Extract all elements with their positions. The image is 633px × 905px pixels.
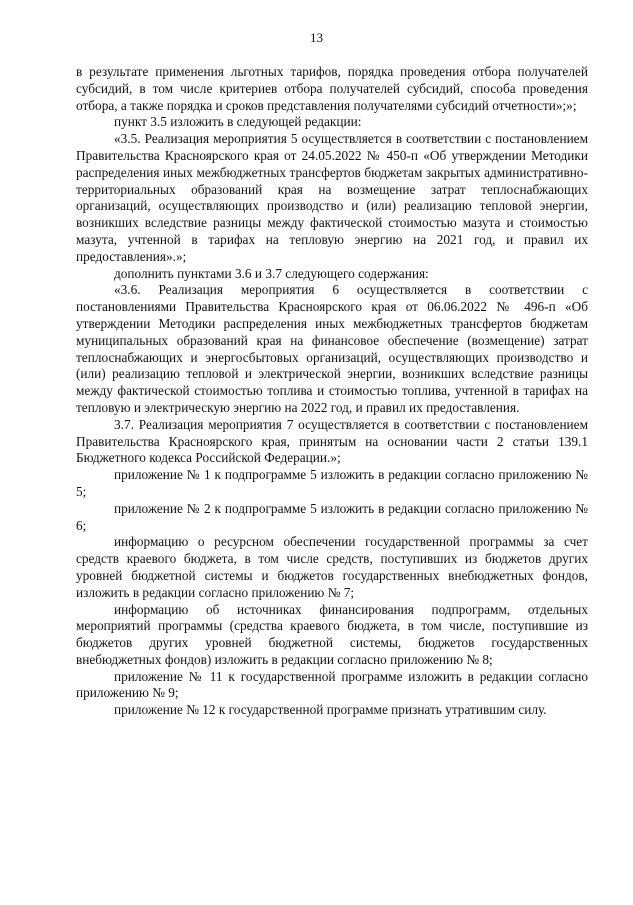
paragraph-appendix-12: приложение № 12 к государственной программе признать утратившим силу. bbox=[114, 702, 547, 718]
paragraph-appendix-11: приложение № 11 к государственной программе изложить в редакции согласно приложению № 9; bbox=[76, 668, 588, 701]
page-number: 13 bbox=[310, 30, 323, 45]
paragraph-resource-info: информацию о ресурсном обеспечении государственной программы за счет средств краевого бюджета, в том числе средств, поступивших из бюджетов других уровней бюджетной системы и бюджетов государственных внебюджетных фондов, изложить в редакции согласно приложению № 7; bbox=[76, 534, 588, 600]
paragraph-item-3-7: 3.7. Реализация мероприятия 7 осуществляется в соответствии с постановлением Правительства Красноярского края, принятым на основании части 2 статьи 139.1 Бюджетного кодекса Российской Федерации.»; bbox=[76, 416, 588, 466]
paragraph-item-3-6: «3.6. Реализация мероприятия 6 осуществляется в соответствии с постановлениями Правительства Красноярского края от 06.06.2022 № 496-п «Об утверждении Методики распределения иных межбюджетных трансфертов бюджетам муниципальных образований края на финансовое обеспечение (возмещение) затрат теплоснабжающих и энергосбытовых организаций, осуществляющих производство и (или) реализацию тепловой и электрической энергии, возникших вследствие разницы между фактической стоимостью топлива и стоимостью топлива, учтенной в тарифах на тепловую и электрическую энергию на 2022 год, и правил их предоставления. bbox=[76, 282, 588, 415]
paragraph-item-3-5: «3.5. Реализация мероприятия 5 осуществляется в соответствии с постановлением Правительства Красноярского края от 24.05.2022 № 450-п «Об утверждении Методики распределения иных межбюджетных трансфертов бюджетам закрытых административно-территориальных образований края на возмещение затрат теплоснабжающих организаций, осуществляющих производство и (или) реализацию тепловой энергии, возникших вследствие разницы между фактической стоимостью мазута и стоимостью мазута, учтенной в тарифах на тепловую энергию на 2021 год, и правил их предоставления».»; bbox=[76, 131, 588, 264]
paragraph-funding-sources: информацию об источниках финансирования подпрограмм, отдельных мероприятий программы (средства краевого бюджета, в том числе, поступившие из бюджетов других уровней бюджетной системы, бюджетов государственных внебюджетных фондов) изложить в редакции согласно приложению № 8; bbox=[76, 601, 588, 667]
paragraph-appendix-2: приложение № 2 к подпрограмме 5 изложить в редакции согласно приложению № 6; bbox=[76, 500, 588, 533]
document-body bbox=[76, 64, 588, 719]
paragraph-reporting-order: в результате применения льготных тарифов, порядка проведения отбора получателей субсидий, в том числе критериев отбора получателей субсидий, способа проведения отбора, а также порядка и сроков представления получателями субсидий отчетности»;»; bbox=[76, 64, 588, 113]
paragraph-item-3-5-intro: пункт 3.5 изложить в следующей редакции: bbox=[114, 114, 362, 130]
paragraph-appendix-1: приложение № 1 к подпрограмме 5 изложить в редакции согласно приложению № 5; bbox=[76, 467, 588, 499]
paragraph-add-items-intro: дополнить пунктами 3.6 и 3.7 следующего содержания: bbox=[114, 265, 429, 281]
